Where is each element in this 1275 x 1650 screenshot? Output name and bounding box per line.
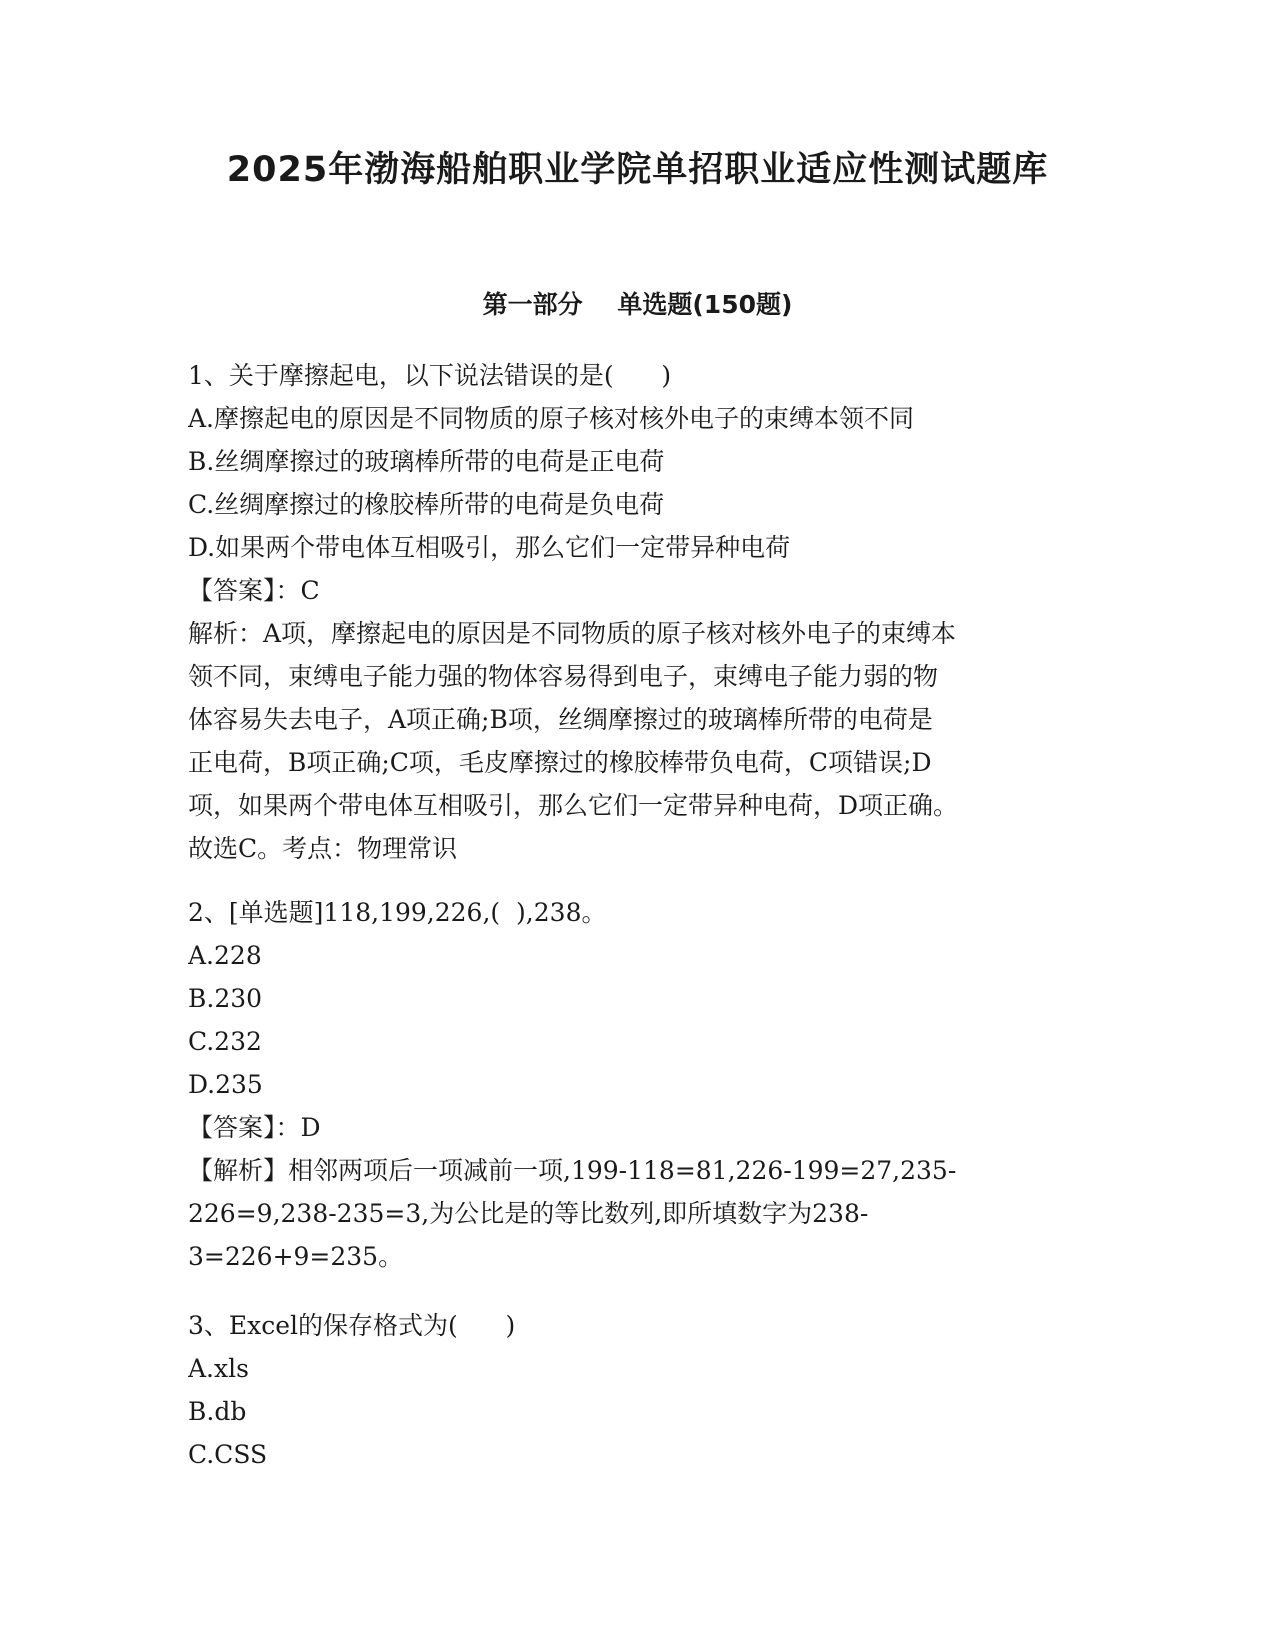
option-a: A.摩擦起电的原因是不同物质的原子核对核外电子的束缚本领不同: [188, 404, 915, 433]
analysis-line: 故选C。考点：物理常识: [188, 834, 458, 863]
analysis-line: 项，如果两个带电体互相吸引，那么它们一定带异种电荷，D项正确。: [188, 791, 959, 820]
question-stem: 2、[单选题]118,199,226,( ),238。: [188, 898, 607, 927]
question-stem: 3、Excel的保存格式为( ): [188, 1311, 516, 1340]
option-d: D.235: [188, 1070, 263, 1099]
analysis-line: 3=226+9=235。: [188, 1242, 404, 1271]
section-heading: 第一部分 单选题(150题): [482, 290, 793, 319]
option-d: D.如果两个带电体互相吸引，那么它们一定带异种电荷: [188, 533, 791, 562]
option-b: B.db: [188, 1397, 247, 1426]
spacer: [188, 1278, 1088, 1304]
option-b: B.丝绸摩擦过的玻璃棒所带的电荷是正电荷: [188, 447, 665, 476]
question-list: [188, 354, 1088, 1476]
question-1: [188, 354, 1088, 870]
analysis-line: 226=9,238-235=3,为公比是的等比数列,即所填数字为238-: [188, 1199, 869, 1228]
question-stem: 1、关于摩擦起电，以下说法错误的是( ): [188, 361, 672, 390]
analysis-line: 领不同，束缚电子能力强的物体容易得到电子，束缚电子能力弱的物: [188, 662, 939, 691]
option-c: C.232: [188, 1027, 262, 1056]
option-b: B.230: [188, 984, 263, 1013]
analysis-line: 正电荷，B项正确;C项，毛皮摩擦过的橡胶棒带负电荷，C项错误;D: [188, 748, 932, 777]
option-a: A.228: [188, 941, 262, 970]
question-2: [188, 891, 1088, 1278]
option-c: C.CSS: [188, 1440, 268, 1469]
option-c: C.丝绸摩擦过的橡胶棒所带的电荷是负电荷: [188, 490, 665, 519]
answer: 【答案】：C: [188, 576, 320, 605]
analysis-line: 体容易失去电子，A项正确;B项，丝绸摩擦过的玻璃棒所带的电荷是: [188, 705, 933, 734]
option-a: A.xls: [188, 1354, 249, 1383]
analysis-line: 解析：A项，摩擦起电的原因是不同物质的原子核对核外电子的束缚本: [188, 619, 957, 648]
answer: 【答案】：D: [188, 1113, 321, 1142]
analysis-line: 【解析】相邻两项后一项减前一项,199-118=81,226-199=27,235-: [188, 1156, 957, 1185]
question-3: [188, 1304, 1088, 1476]
document-title: 2025年渤海船舶职业学院单招职业适应性测试题库: [226, 150, 1049, 190]
spacer: [188, 870, 1088, 891]
